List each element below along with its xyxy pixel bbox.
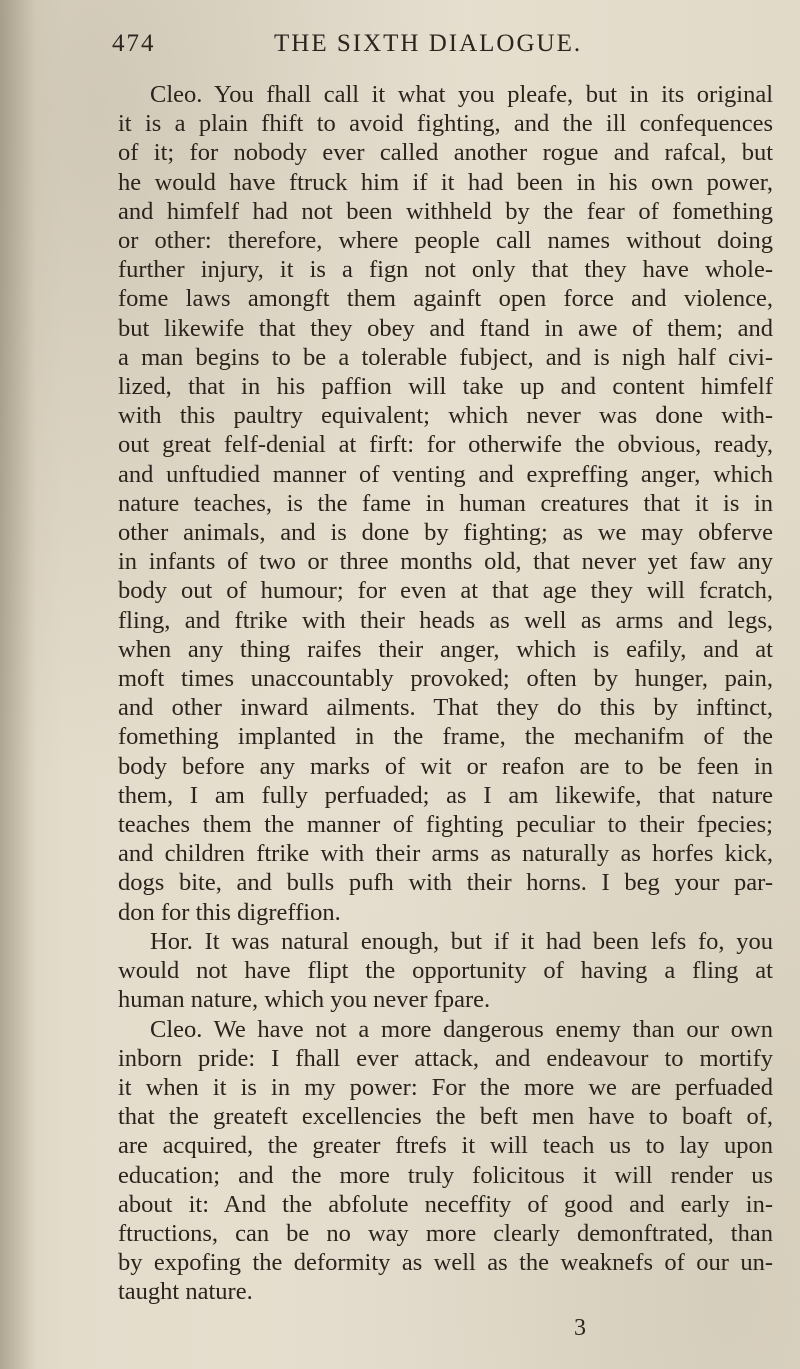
text-line: moft times unaccountably provoked; often by hunger, pain,	[118, 665, 773, 693]
text-line: about it: And the abfolute neceffity of good and early in-	[118, 1190, 773, 1218]
text-line: further injury, it is a fign not only that they have whole-	[118, 256, 773, 284]
text-line: and children ftrike with their arms as naturally as horfes kick,	[118, 840, 773, 868]
text-line: are acquired, the greater ftrefs it will teach us to lay upon	[118, 1132, 773, 1160]
signature-mark: 3	[574, 1315, 586, 1341]
text-line: teaches them the manner of fighting peculiar to their fpecies;	[118, 811, 773, 839]
text-line: inborn pride: I fhall ever attack, and endeavour to mortify	[118, 1044, 773, 1072]
page-edge-shadow	[0, 0, 36, 1369]
text-line: ftructions, can be no way more clearly demonftrated, than	[118, 1219, 773, 1247]
text-line: Cleo. We have not a more dangerous enemy than our own	[150, 1015, 773, 1043]
text-line: of it; for nobody ever called another rogue and rafcal, but	[118, 139, 773, 167]
text-line: dogs bite, and bulls pufh with their horns. I beg your par-	[118, 869, 773, 897]
text-line: out great felf-denial at firft: for otherwife the obvious, ready,	[118, 431, 773, 459]
text-line: and himfelf had not been withheld by the fear of fomething	[118, 197, 773, 225]
text-line: Cleo. You fhall call it what you pleafe, but in its original	[150, 81, 773, 108]
running-title: THE SIXTH DIALOGUE.	[274, 30, 583, 57]
text-line: it is a plain fhift to avoid fighting, and the ill confequences	[118, 110, 773, 138]
text-line: lized, that in his paffion will take up and content himfelf	[118, 373, 773, 401]
text-line: by expofing the deformity as well as the weaknefs of our un-	[118, 1249, 773, 1277]
text-line: body before any marks of wit or reafon are to be feen in	[118, 752, 773, 780]
text-line: other animals, and is done by fighting; as we may obferve	[118, 519, 773, 547]
text-line: but likewife that they obey and ftand in awe of them; and	[118, 314, 773, 342]
text-line: in infants of two or three months old, that never yet faw any	[118, 548, 773, 576]
text-line: it when it is in my power: For the more we are perfuaded	[118, 1073, 773, 1101]
text-line: human nature, which you never fpare.	[118, 986, 491, 1014]
text-line: when any thing raifes their anger, which is eafily, and at	[118, 635, 773, 663]
text-line: education; and the more truly folicitous it will render us	[118, 1161, 773, 1189]
text-line: nature teaches, is the fame in human creatures that it is in	[118, 489, 773, 517]
body-text	[118, 80, 773, 1307]
text-line: or other: therefore, where people call names without doing	[118, 227, 773, 255]
text-line: Hor. It was natural enough, but if it had been lefs fo, you	[150, 927, 773, 955]
text-line: and other inward ailments. That they do this by inftinct,	[118, 694, 773, 722]
text-line: he would have ftruck him if it had been in his own power,	[118, 168, 773, 196]
text-line: and unftudied manner of venting and expreffing anger, which	[118, 460, 773, 488]
page-number: 474	[112, 30, 156, 57]
text-line: fome laws amongft them againft open force and violence,	[118, 285, 773, 313]
text-line: body out of humour; for even at that age they will fcratch,	[118, 577, 773, 605]
text-line: taught nature.	[118, 1278, 253, 1306]
text-line: would not have flipt the opportunity of having a fling at	[118, 957, 773, 985]
text-line: a man begins to be a tolerable fubject, and is nigh half civi-	[118, 343, 773, 371]
text-line: them, I am fully perfuaded; as I am likewife, that nature	[118, 781, 773, 809]
text-line: don for this digreffion.	[118, 898, 341, 926]
text-line: fling, and ftrike with their heads as well as arms and legs,	[118, 606, 773, 634]
text-line: with this paultry equivalent; which never was done with-	[118, 402, 773, 430]
text-line: fomething implanted in the frame, the mechanifm of the	[118, 723, 773, 751]
running-head	[112, 30, 752, 70]
text-line: that the greateft excellencies the beft men have to boaft of,	[118, 1103, 773, 1131]
